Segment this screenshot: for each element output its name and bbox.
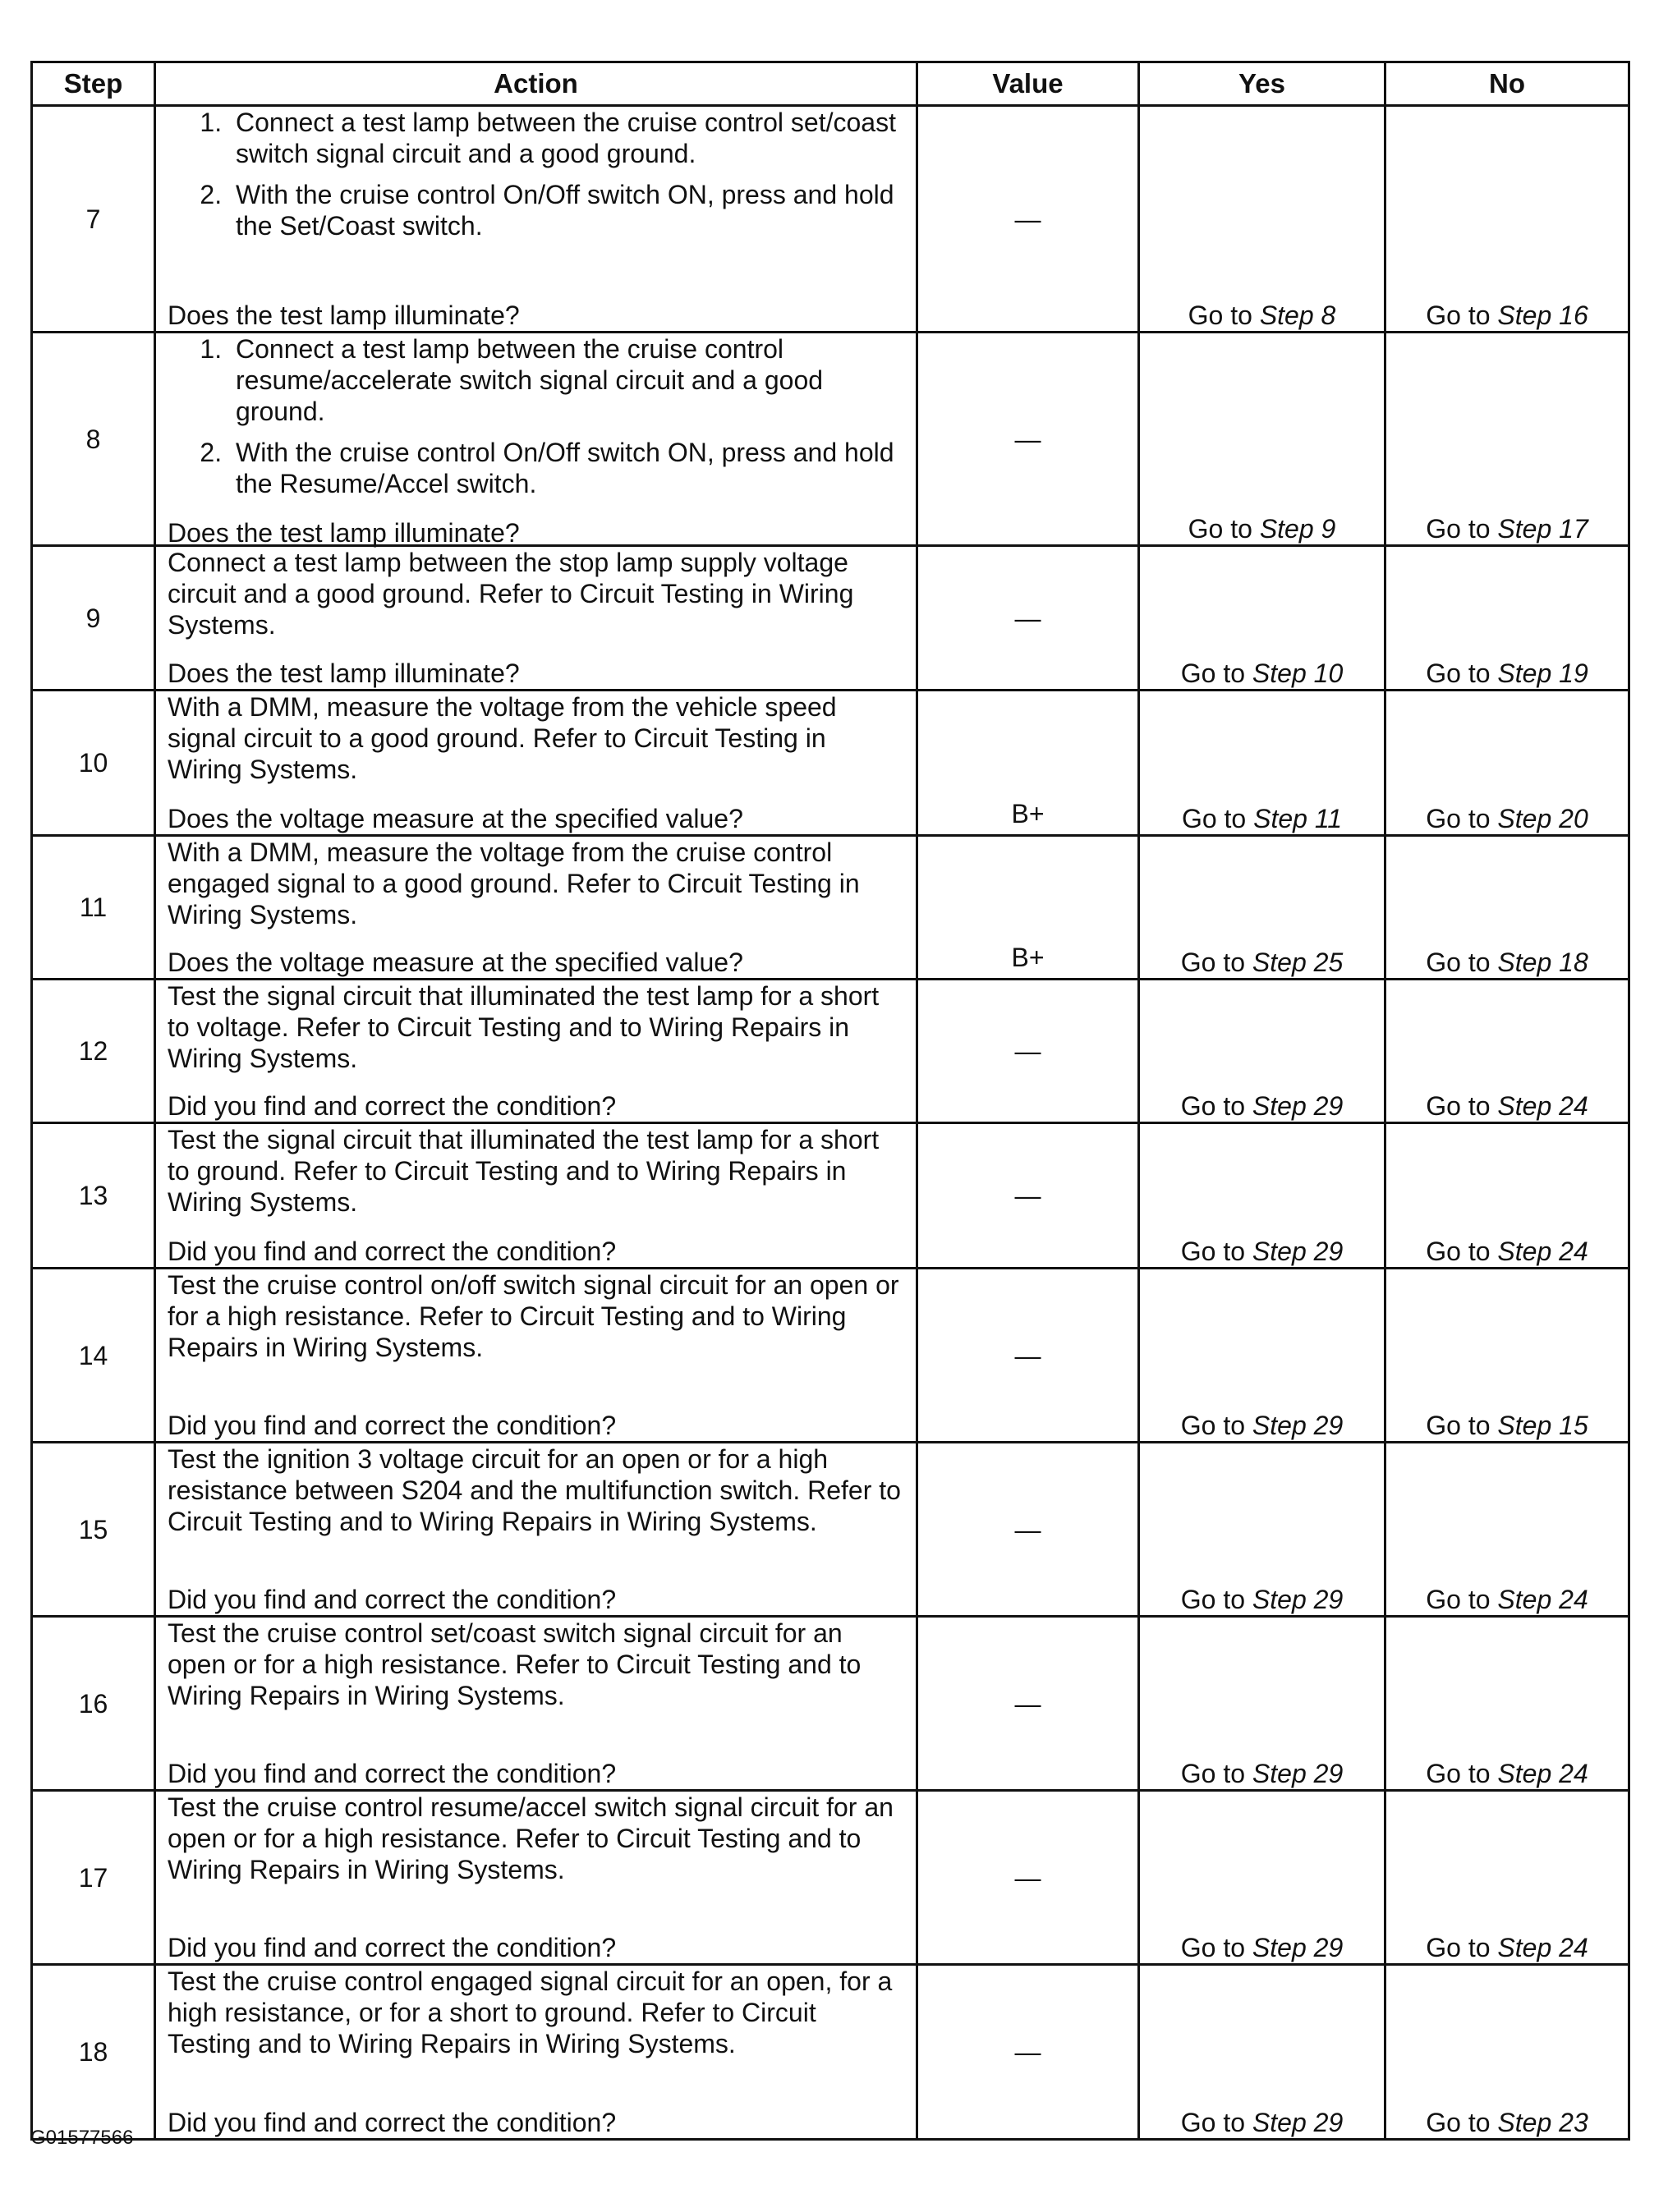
yes-goto-label: Go to: [1180, 2108, 1252, 2137]
no-cell: [1385, 1617, 1629, 1791]
table-row: [32, 1617, 1629, 1791]
no-step-ref: Step 18: [1497, 948, 1588, 977]
yes-goto-label: Go to: [1188, 514, 1260, 544]
value-cell: —: [917, 1269, 1139, 1443]
action-question: Does the test lamp illuminate?: [168, 518, 520, 548]
yes-cell: [1139, 980, 1385, 1123]
yes-goto-label: Go to: [1180, 1237, 1252, 1266]
step-number: 17: [32, 1791, 155, 1965]
yes-cell: [1139, 1791, 1385, 1965]
action-cell: [155, 1617, 917, 1791]
action-question: Does the test lamp illuminate?: [168, 301, 520, 330]
header-step: Step: [32, 62, 155, 106]
yes-step-ref: Step 29: [1252, 1237, 1344, 1266]
action-text: With a DMM, measure the voltage from the vehicle speed signal circuit to a good ground. Refer to Circuit Testing in Wiring Systems.: [168, 692, 837, 784]
yes-goto-label: Go to: [1180, 1759, 1252, 1788]
value-cell: B+: [917, 691, 1139, 836]
action-text: Test the signal circuit that illuminated the test lamp for a short to voltage. Refer to Circuit Testing and to Wiring Repairs in Wiring Systems.: [168, 981, 880, 1073]
no-step-ref: Step 17: [1497, 514, 1588, 544]
table-row: [32, 691, 1629, 836]
yes-step-ref: Step 9: [1259, 514, 1336, 544]
yes-step-ref: Step 29: [1252, 1411, 1344, 1440]
yes-cell: [1139, 1443, 1385, 1617]
yes-goto-label: Go to: [1180, 948, 1252, 977]
no-step-ref: Step 20: [1497, 804, 1588, 833]
yes-step-ref: Step 29: [1252, 1759, 1344, 1788]
header-yes: Yes: [1139, 62, 1385, 106]
action-question: Did you find and correct the condition?: [168, 1585, 617, 1614]
yes-cell: [1139, 691, 1385, 836]
table-row: [32, 1965, 1629, 2140]
action-question: Did you find and correct the condition?: [168, 1091, 617, 1121]
no-cell: [1385, 980, 1629, 1123]
yes-cell: [1139, 1617, 1385, 1791]
action-text: Test the signal circuit that illuminated the test lamp for a short to ground. Refer to Circuit Testing and to Wiring Repairs in Wiring Systems.: [168, 1125, 880, 1217]
action-text: With a DMM, measure the voltage from the cruise control engaged signal to a good ground. Refer to Circuit Testing in Wiring Systems.: [168, 838, 860, 929]
no-cell: [1385, 333, 1629, 546]
value-cell: —: [917, 980, 1139, 1123]
action-question: Did you find and correct the condition?: [168, 1237, 617, 1266]
no-cell: [1385, 1791, 1629, 1965]
yes-cell: [1139, 1269, 1385, 1443]
action-step-item: 2. With the cruise control On/Off switch ON, press and hold the Resume/Accel switch.: [229, 437, 904, 499]
figure-id: G01577566: [30, 2127, 134, 2149]
step-number: 18: [32, 1965, 155, 2140]
no-goto-label: Go to: [1426, 948, 1498, 977]
table-row: [32, 1791, 1629, 1965]
step-number: 16: [32, 1617, 155, 1791]
step-number: 13: [32, 1123, 155, 1269]
action-cell: [155, 691, 917, 836]
no-goto-label: Go to: [1426, 1411, 1498, 1440]
yes-step-ref: Step 11: [1253, 804, 1343, 833]
step-number: 12: [32, 980, 155, 1123]
yes-step-ref: Step 29: [1252, 1091, 1344, 1121]
table-row: [32, 106, 1629, 333]
table-row: [32, 1123, 1629, 1269]
step-number: 9: [32, 546, 155, 691]
no-step-ref: Step 24: [1497, 1759, 1588, 1788]
no-goto-label: Go to: [1426, 2108, 1498, 2137]
action-cell: [155, 1965, 917, 2140]
no-goto-label: Go to: [1426, 301, 1498, 330]
yes-cell: [1139, 106, 1385, 333]
action-cell: [155, 1269, 917, 1443]
yes-goto-label: Go to: [1180, 659, 1252, 688]
header-value: Value: [917, 62, 1139, 106]
value-cell: —: [917, 1965, 1139, 2140]
diagnostic-table: [30, 61, 1630, 2141]
no-cell: [1385, 1965, 1629, 2140]
table-row: [32, 1269, 1629, 1443]
table-body: [32, 106, 1629, 2140]
table-row: [32, 333, 1629, 546]
yes-step-ref: Step 8: [1259, 301, 1336, 330]
table-row: [32, 1443, 1629, 1617]
yes-step-ref: Step 29: [1252, 1933, 1344, 1962]
no-cell: [1385, 1269, 1629, 1443]
no-cell: [1385, 1123, 1629, 1269]
no-cell: [1385, 1443, 1629, 1617]
step-number: 15: [32, 1443, 155, 1617]
action-question: Does the test lamp illuminate?: [168, 659, 520, 688]
action-text: Test the cruise control resume/accel switch signal circuit for an open or for a high resistance. Refer to Circuit Testing and to Wiring Repairs in Wiring Systems.: [168, 1792, 894, 1884]
action-step-item: 1. Connect a test lamp between the cruise control resume/accelerate switch signal circuit and a good ground.: [229, 333, 904, 427]
no-step-ref: Step 24: [1497, 1237, 1588, 1266]
value-cell: —: [917, 1617, 1139, 1791]
action-text: Connect a test lamp between the stop lamp supply voltage circuit and a good ground. Refer to Circuit Testing in Wiring Systems.: [168, 548, 854, 640]
yes-cell: [1139, 546, 1385, 691]
action-steps-list: [168, 333, 904, 509]
yes-goto-label: Go to: [1188, 301, 1260, 330]
no-step-ref: Step 24: [1497, 1933, 1588, 1962]
yes-step-ref: Step 10: [1252, 659, 1344, 688]
action-cell: [155, 1791, 917, 1965]
value-cell: —: [917, 333, 1139, 546]
step-number: 11: [32, 836, 155, 980]
no-cell: [1385, 546, 1629, 691]
action-cell: [155, 106, 917, 333]
action-text: Test the ignition 3 voltage circuit for an open or for a high resistance between S204 and the multifunction switch. Refer to Circuit Testing and to Wiring Repairs in Wiring Systems.: [168, 1444, 901, 1536]
no-step-ref: Step 16: [1497, 301, 1588, 330]
no-goto-label: Go to: [1426, 514, 1498, 544]
table-row: [32, 980, 1629, 1123]
action-question: Did you find and correct the condition?: [168, 2108, 617, 2137]
action-question: Does the voltage measure at the specified value?: [168, 804, 743, 833]
yes-cell: [1139, 836, 1385, 980]
step-number: 10: [32, 691, 155, 836]
action-question: Did you find and correct the condition?: [168, 1759, 617, 1788]
value-cell: B+: [917, 836, 1139, 980]
header-action: Action: [155, 62, 917, 106]
yes-cell: [1139, 1965, 1385, 2140]
no-cell: [1385, 836, 1629, 980]
step-number: 8: [32, 333, 155, 546]
action-step-item: 1. Connect a test lamp between the cruise control set/coast switch signal circuit and a good ground.: [229, 107, 904, 169]
no-cell: [1385, 691, 1629, 836]
no-goto-label: Go to: [1426, 1091, 1498, 1121]
action-cell: [155, 1123, 917, 1269]
value-cell: —: [917, 1123, 1139, 1269]
yes-goto-label: Go to: [1180, 1411, 1252, 1440]
action-text: Test the cruise control engaged signal circuit for an open, for a high resistance, or for a short to ground. Refer to Circuit Testing and to Wiring Repairs in Wiring Systems.: [168, 1966, 893, 2058]
yes-goto-label: Go to: [1180, 1091, 1252, 1121]
value-cell: —: [917, 1791, 1139, 1965]
no-step-ref: Step 19: [1497, 659, 1588, 688]
yes-cell: [1139, 1123, 1385, 1269]
header-row: [32, 62, 1629, 106]
action-cell: [155, 546, 917, 691]
step-number: 14: [32, 1269, 155, 1443]
yes-goto-label: Go to: [1181, 804, 1254, 833]
no-goto-label: Go to: [1426, 659, 1498, 688]
no-goto-label: Go to: [1426, 804, 1498, 833]
yes-goto-label: Go to: [1180, 1933, 1252, 1962]
no-step-ref: Step 24: [1497, 1091, 1588, 1121]
no-goto-label: Go to: [1426, 1933, 1498, 1962]
action-text: Test the cruise control on/off switch signal circuit for an open or for a high resistance. Refer to Circuit Testing and to Wiring Repairs in Wiring Systems.: [168, 1270, 899, 1362]
value-cell: —: [917, 106, 1139, 333]
value-cell: —: [917, 1443, 1139, 1617]
action-step-item: 2. With the cruise control On/Off switch ON, press and hold the Set/Coast switch.: [229, 179, 904, 241]
action-question: Does the voltage measure at the specified value?: [168, 948, 743, 977]
no-cell: [1385, 106, 1629, 333]
table-row: [32, 836, 1629, 980]
table-row: [32, 546, 1629, 691]
no-goto-label: Go to: [1426, 1237, 1498, 1266]
yes-step-ref: Step 29: [1252, 2108, 1344, 2137]
action-cell: [155, 333, 917, 546]
header-no: No: [1385, 62, 1629, 106]
no-step-ref: Step 15: [1497, 1411, 1588, 1440]
yes-step-ref: Step 29: [1252, 1585, 1344, 1614]
action-cell: [155, 980, 917, 1123]
action-question: Did you find and correct the condition?: [168, 1411, 617, 1440]
value-cell: —: [917, 546, 1139, 691]
yes-cell: [1139, 333, 1385, 546]
no-step-ref: Step 23: [1497, 2108, 1588, 2137]
action-cell: [155, 1443, 917, 1617]
no-step-ref: Step 24: [1497, 1585, 1588, 1614]
step-number: 7: [32, 106, 155, 333]
action-steps-list: [168, 107, 904, 251]
action-question: Did you find and correct the condition?: [168, 1933, 617, 1962]
action-text: Test the cruise control set/coast switch signal circuit for an open or for a high resistance. Refer to Circuit Testing and to Wiring Repairs in Wiring Systems.: [168, 1618, 862, 1710]
yes-step-ref: Step 25: [1252, 948, 1344, 977]
yes-goto-label: Go to: [1180, 1585, 1252, 1614]
action-cell: [155, 836, 917, 980]
no-goto-label: Go to: [1426, 1585, 1498, 1614]
no-goto-label: Go to: [1426, 1759, 1498, 1788]
